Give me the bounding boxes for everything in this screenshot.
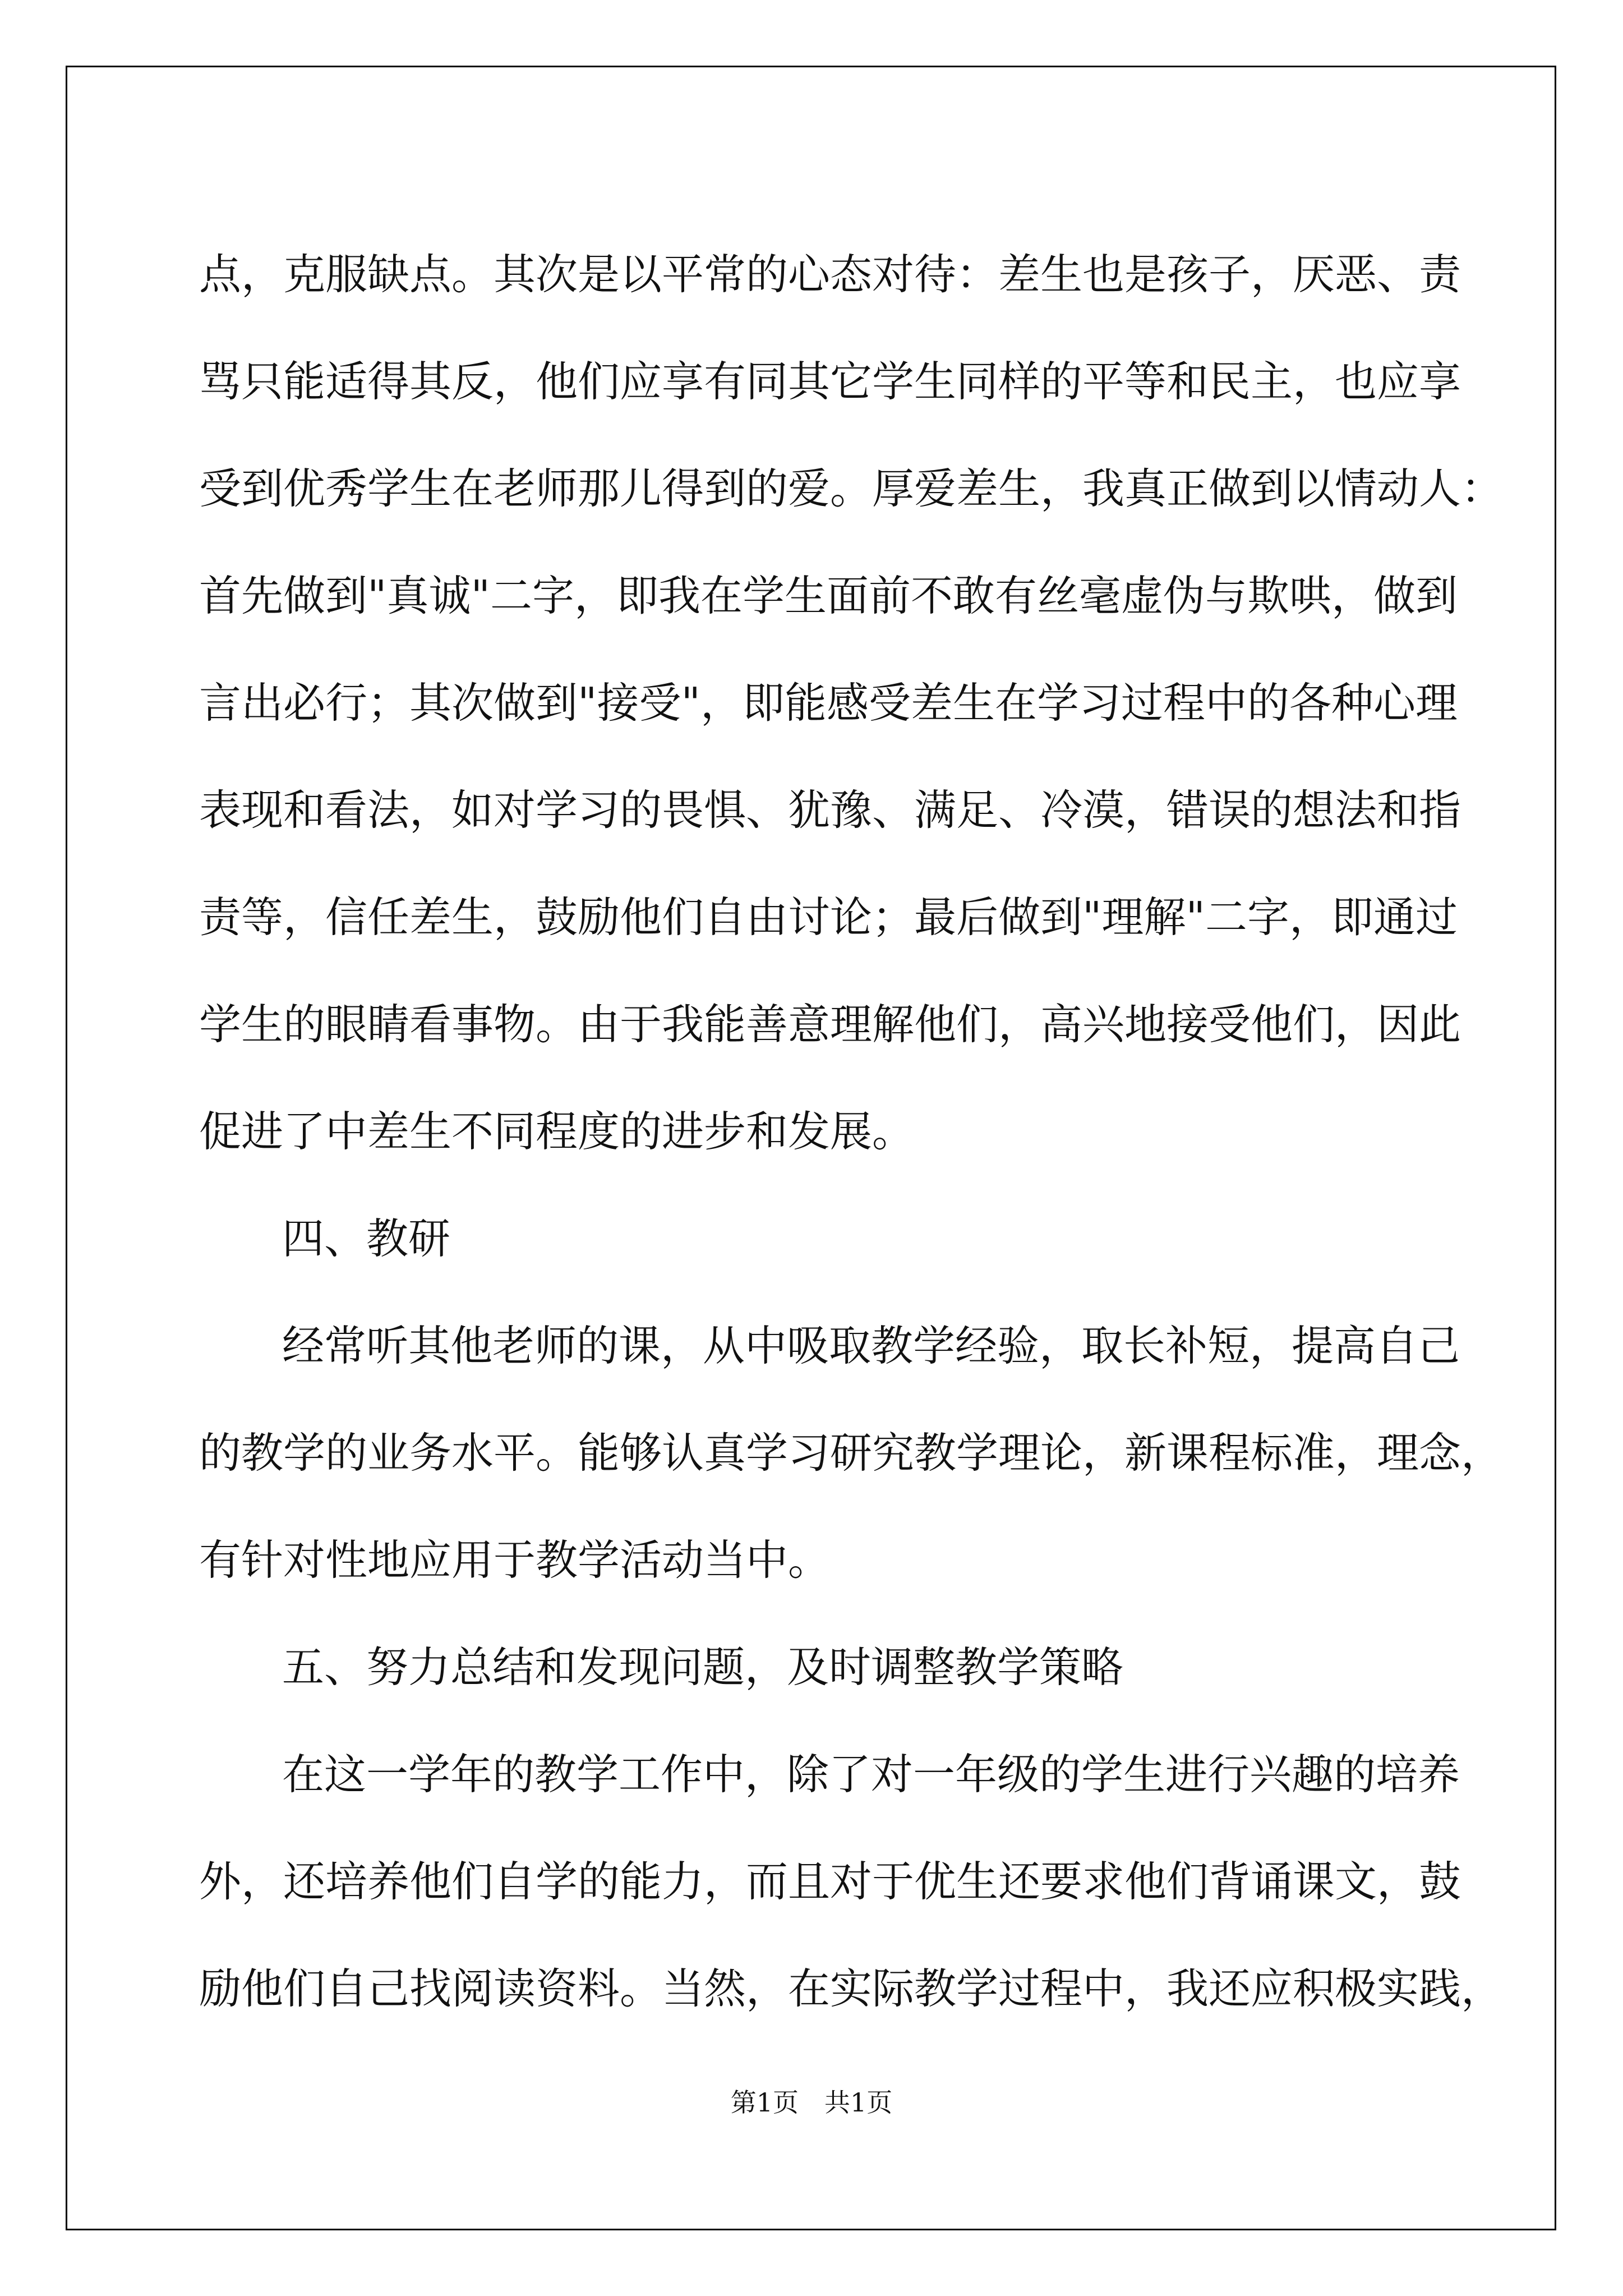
text-line: 经常听其他老师的课，从中吸取教学经验，取长补短，提高自己 bbox=[282, 1321, 1460, 1370]
document-body bbox=[199, 221, 1504, 2042]
text-line: 首先做到"真诚"二字，即我在学生面前不敢有丝毫虚伪与欺哄，做到 bbox=[199, 571, 1458, 620]
text-line: 促进了中差生不同程度的进步和发展。 bbox=[199, 1107, 915, 1156]
text-line: 骂只能适得其反，他们应享有同其它学生同样的平等和民主，也应享 bbox=[199, 357, 1461, 406]
text-line: 外，还培养他们自学的能力，而且对于优生还要求他们背诵课文，鼓 bbox=[199, 1857, 1461, 1906]
text-line: 责等，信任差生，鼓励他们自由讨论；最后做到"理解"二字，即通过 bbox=[199, 892, 1458, 942]
text-line: 学生的眼睛看事物。由于我能善意理解他们，高兴地接受他们，因此 bbox=[199, 1000, 1461, 1049]
text-line: 在这一学年的教学工作中，除了对一年级的学生进行兴趣的培养 bbox=[282, 1750, 1460, 1799]
text-line: 有针对性地应用于教学活动当中。 bbox=[199, 1535, 831, 1585]
text-line: 励他们自己找阅读资料。当然，在实际教学过程中，我还应积极实践， bbox=[199, 1964, 1504, 2013]
text-line: 表现和看法，如对学习的畏惧、犹豫、满足、冷漠，错误的想法和指 bbox=[199, 785, 1461, 835]
section-heading: 五、努力总结和发现问题，及时调整教学策略 bbox=[282, 1642, 1124, 1692]
page-number-label: 第1页 共1页 bbox=[730, 2087, 893, 2118]
page-footer bbox=[0, 2086, 1623, 2119]
text-line: 的教学的业务水平。能够认真学习研究教学理论，新课程标准，理念， bbox=[199, 1428, 1504, 1478]
section-heading: 四、教研 bbox=[282, 1214, 451, 1263]
text-line: 点，克服缺点。其次是以平常的心态对待：差生也是孩子，厌恶、责 bbox=[199, 250, 1461, 299]
text-line: 言出必行；其次做到"接受"，即能感受差生在学习过程中的各种心理 bbox=[199, 678, 1458, 728]
text-line: 受到优秀学生在老师那儿得到的爱。厚爱差生，我真正做到以情动人： bbox=[199, 464, 1504, 513]
